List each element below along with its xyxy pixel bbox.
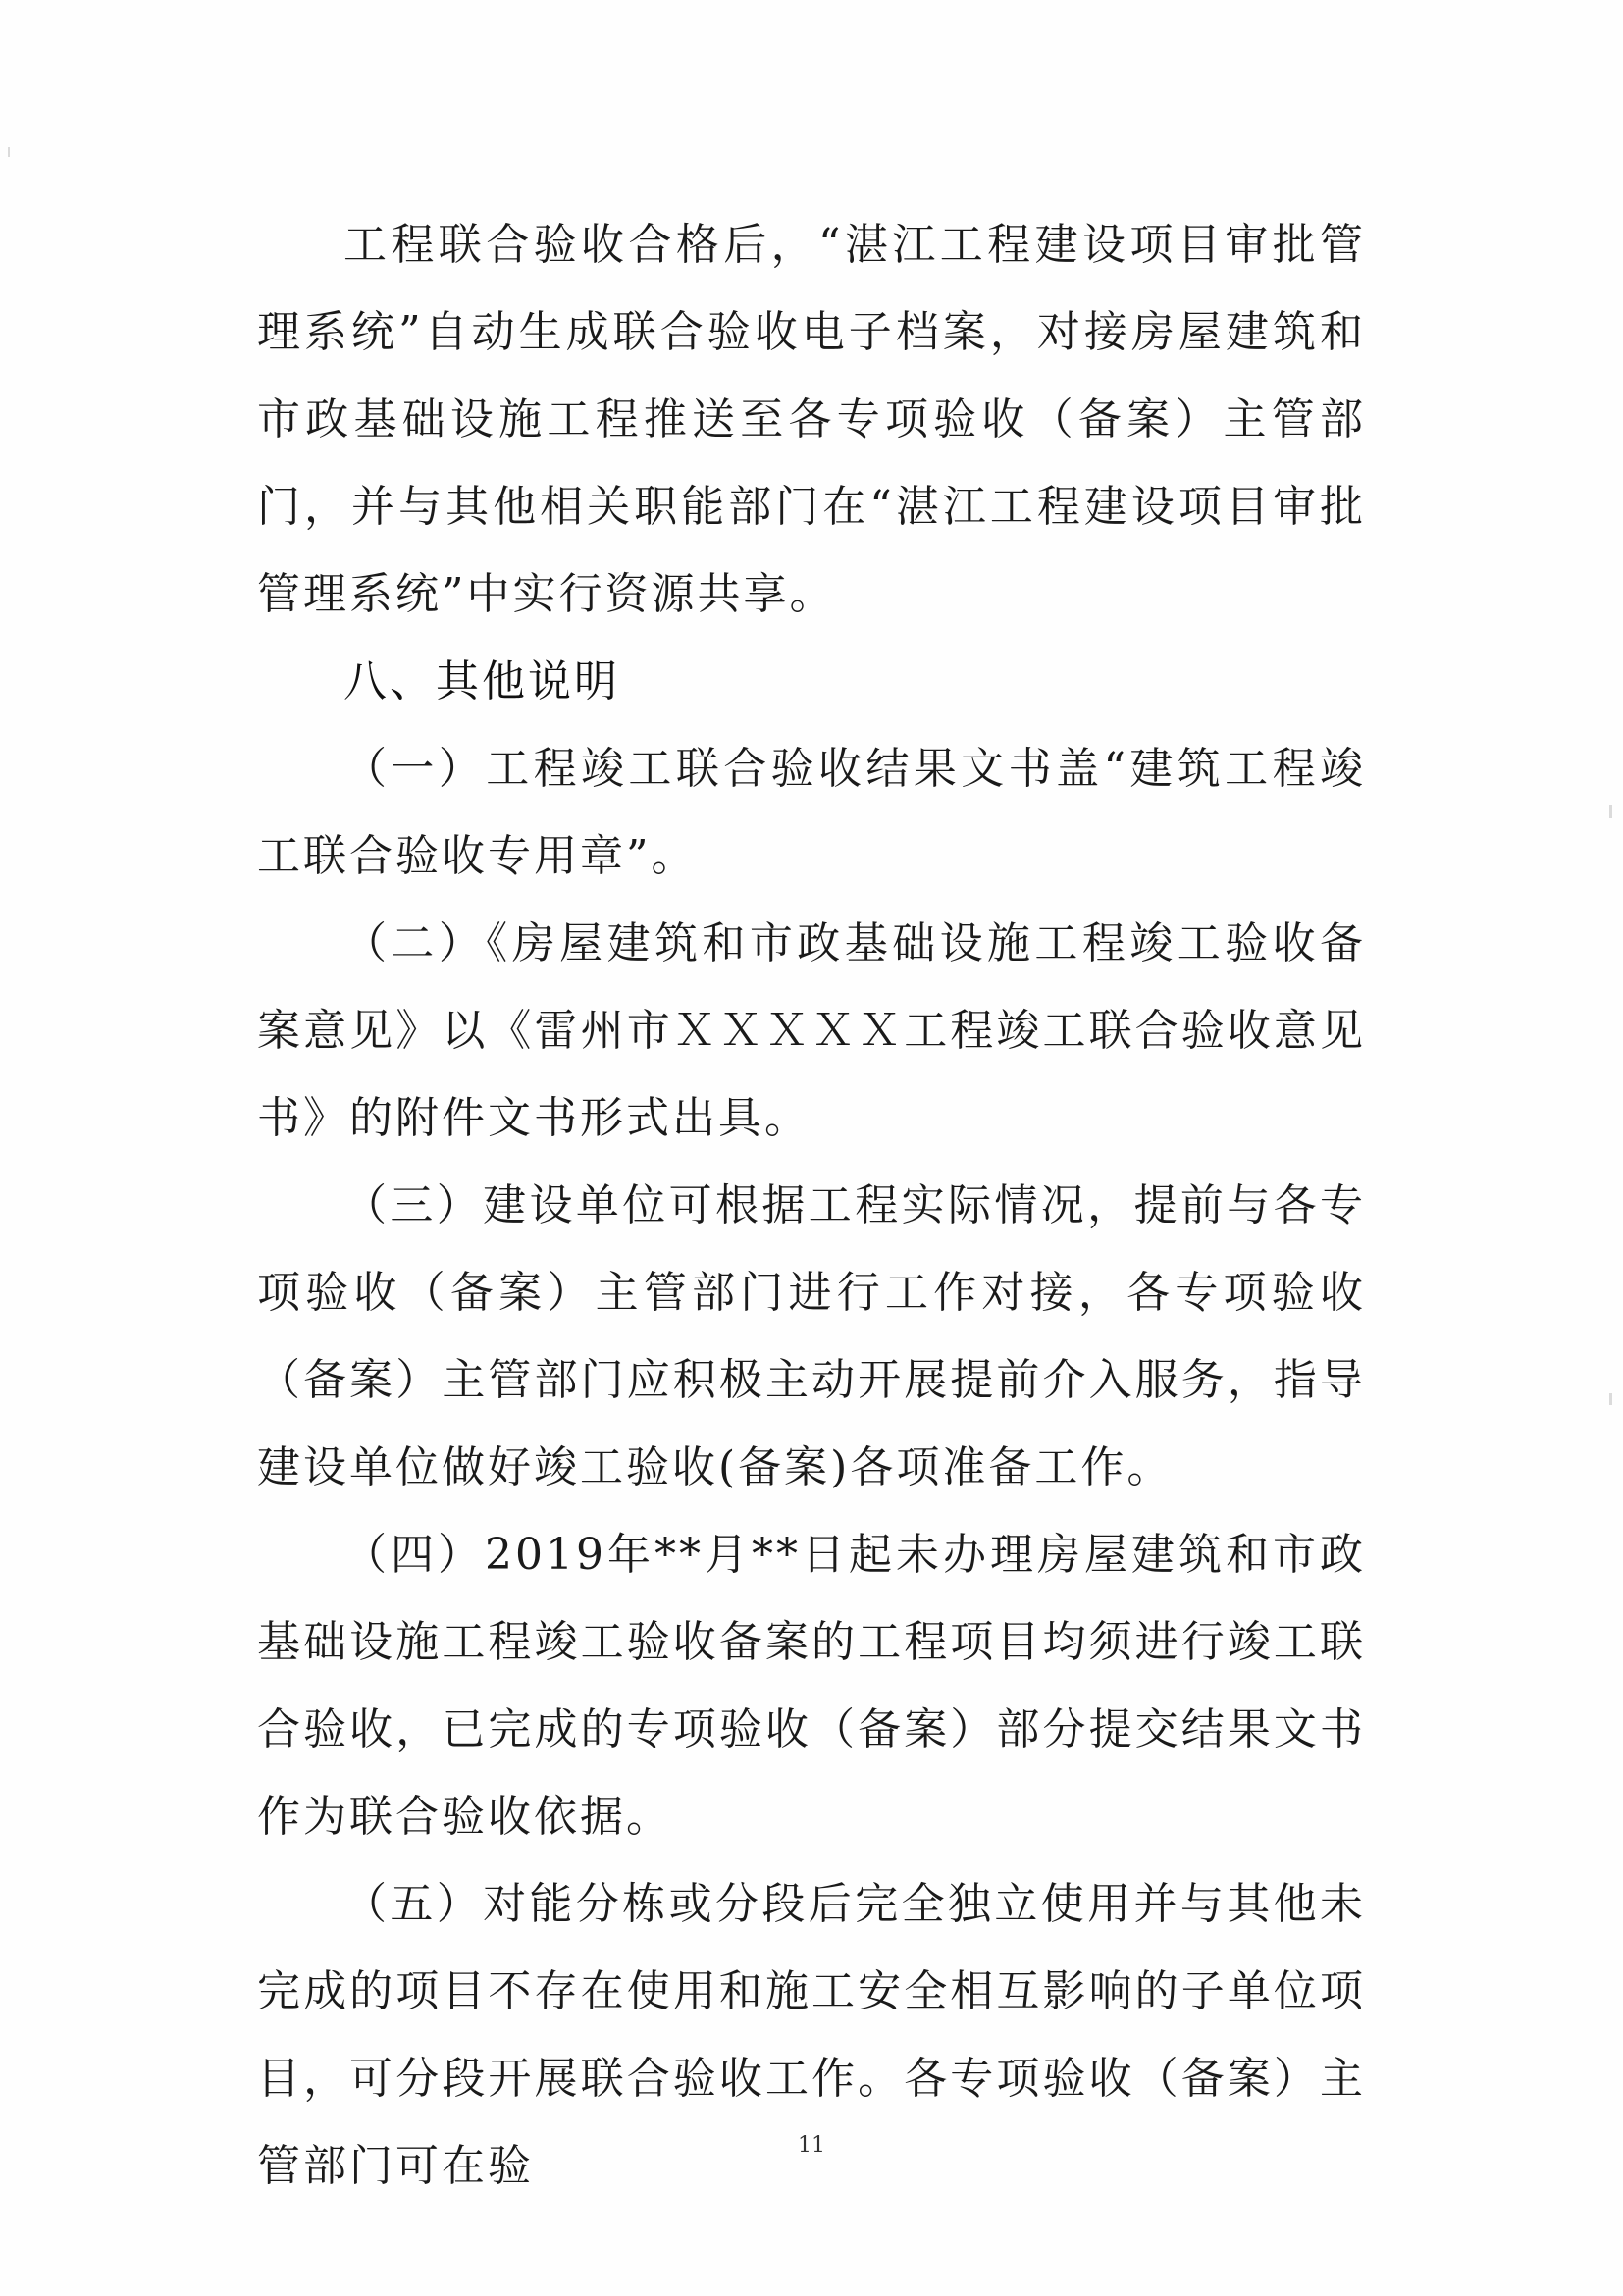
paragraph-item-3: （三）建设单位可根据工程实际情况，提前与各专项验收（备案）主管部门进行工作对接，各专项验收（备案）主管部门应积极主动开展提前介入服务，指导建设单位做好竣工验收(备案)各项准备工作。 [257, 1180, 1366, 1492]
paragraph-item-4: （四）2019年**月**日起未办理房屋建筑和市政基础设施工程竣工验收备案的工程项目均须进行竣工联合验收，已完成的专项验收（备案）部分提交结果文书作为联合验收依据。 [257, 1530, 1366, 1842]
scan-speck [1609, 1393, 1612, 1405]
scan-speck [8, 147, 10, 157]
section-heading-other-notes: 八、其他说明 [343, 656, 620, 706]
paragraph-item-1: （一）工程竣工联合验收结果文书盖“建筑工程竣工联合验收专用章”。 [257, 744, 1366, 881]
document-body [257, 201, 1366, 2210]
scan-speck [1609, 805, 1612, 818]
paragraph-item-2: （二）《房屋建筑和市政基础设施工程竣工验收备案意见》以《雷州市ＸＸＸＸＸ工程竣工联合验收意见书》的附件文书形式出具。 [257, 918, 1366, 1143]
paragraph-archive: 工程联合验收合格后，“湛江工程建设项目审批管理系统”自动生成联合验收电子档案，对接房屋建筑和市政基础设施工程推送至各专项验收（备案）主管部门，并与其他相关职能部门在“湛江工程建设项目审批管理系统”中实行资源共享。 [257, 220, 1366, 619]
paragraph-item-5: （五）对能分栋或分段后完全独立使用并与其他未完成的项目不存在使用和施工安全相互影响的子单位项目，可分段开展联合验收工作。各专项验收（备案）主管部门可在验 [257, 1879, 1366, 2191]
page-number: 11 [798, 2133, 825, 2158]
